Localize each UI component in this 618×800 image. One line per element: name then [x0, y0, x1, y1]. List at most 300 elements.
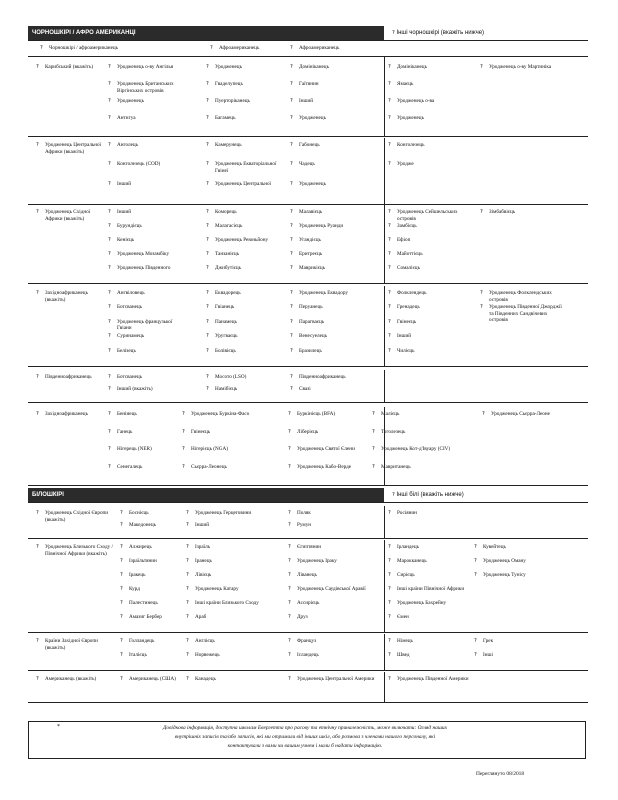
option-label: Француз	[297, 638, 317, 644]
divider	[28, 204, 588, 205]
checkbox[interactable]: ?	[480, 304, 483, 311]
option-label: Уродженець Реюньйону	[215, 237, 269, 243]
checkbox[interactable]: ?	[388, 81, 391, 87]
option-label: Інші	[483, 652, 493, 658]
option-label: Голландець	[129, 638, 155, 644]
option-label: Уродженець Оману	[483, 558, 526, 564]
checkbox[interactable]: ?	[120, 614, 123, 620]
option-label: Уродженець	[215, 64, 242, 70]
checkbox[interactable]: ?	[108, 428, 111, 435]
section-header-black: ЧОРНОШКІРІ / АФРО АМЕРИКАНЦІ	[28, 26, 384, 40]
checkbox[interactable]: ?	[290, 98, 293, 104]
checkbox[interactable]: ?	[108, 304, 111, 311]
option-label: Уродженець Східної Африки (вкажіть)	[45, 209, 91, 222]
checkbox[interactable]: ?	[206, 347, 209, 354]
option-label: Ефіоп	[397, 237, 411, 243]
checkbox[interactable]: ?	[120, 558, 123, 564]
divider	[384, 138, 385, 204]
checkbox[interactable]: ?	[120, 510, 123, 516]
checkbox[interactable]: ?	[290, 237, 293, 243]
option-label: Інший	[397, 333, 412, 340]
checkbox[interactable]: ?	[288, 600, 291, 606]
footnote-star: *	[57, 724, 60, 730]
checkbox[interactable]: ?	[288, 652, 291, 658]
checkbox[interactable]: ?	[108, 318, 111, 325]
option-label: Ліберієць	[297, 428, 319, 435]
checkbox[interactable]: ?	[108, 237, 111, 243]
checkbox[interactable]: ?	[290, 223, 293, 229]
option-label: Конголезець (COD)	[117, 161, 161, 168]
checkbox[interactable]: ?	[186, 558, 189, 564]
option-label: Ганець	[117, 428, 133, 435]
divider	[384, 56, 385, 60]
divider	[28, 485, 588, 486]
option-label: Афроамериканець	[299, 45, 340, 51]
option-label: Уродженець Руанди	[299, 223, 344, 229]
checkbox[interactable]: ?	[108, 347, 111, 354]
option-label: Панамець	[215, 318, 237, 325]
option-label: Домініканець	[299, 64, 329, 70]
checkbox[interactable]: ?	[290, 180, 293, 187]
checkbox[interactable]: ?	[120, 522, 123, 528]
option-label: Американець (США)	[129, 676, 176, 682]
checkbox[interactable]: ?	[36, 64, 39, 70]
divider	[28, 40, 588, 41]
divider	[384, 672, 385, 702]
checkbox[interactable]: ?	[206, 81, 209, 87]
checkbox[interactable]: ?	[120, 586, 123, 592]
divider	[28, 283, 588, 284]
option-label: Уродженець Південного	[117, 265, 171, 271]
option-label: Уродженець Екваторіальної Гвінеї	[215, 161, 277, 174]
checkbox[interactable]: ?	[480, 209, 483, 215]
checkbox[interactable]: ?	[290, 290, 293, 296]
checkbox[interactable]: ?	[288, 614, 291, 620]
checkbox[interactable]: ?	[388, 290, 391, 296]
option-label: Марокканець	[397, 558, 427, 564]
option-label: Уродженець	[117, 98, 144, 104]
checkbox[interactable]: ?	[388, 510, 391, 516]
checkbox[interactable]: ?	[120, 638, 123, 644]
checkbox[interactable]: ?	[108, 209, 111, 215]
option-label: Росіянин	[397, 510, 417, 516]
option-label: Південноафриканець	[299, 374, 346, 380]
checkbox[interactable]: ?	[206, 251, 209, 257]
checkbox[interactable]: ?	[290, 386, 293, 392]
option-label: Уродженець Іраку	[297, 558, 337, 564]
checkbox[interactable]: ?	[290, 374, 293, 380]
option-label: Уродженець Герцеговини	[195, 510, 252, 516]
checkbox[interactable]: ?	[388, 572, 391, 578]
section-header-white: БІЛОШКІРІ	[28, 488, 384, 502]
checkbox[interactable]: ?	[290, 161, 293, 168]
option-label: Габонець	[299, 142, 320, 148]
checkbox[interactable]: ?	[186, 572, 189, 578]
option-label: Мавританець	[381, 463, 411, 470]
option-label: Друз	[297, 614, 308, 620]
checkbox[interactable]: ?	[36, 638, 39, 644]
checkbox[interactable]: ?	[290, 45, 293, 51]
section-header-black-other	[388, 26, 588, 40]
option-label: Амазиг Бербер	[129, 614, 162, 620]
checkbox[interactable]: ?	[186, 600, 189, 606]
checkbox[interactable]: ?	[290, 333, 293, 340]
option-label: Ємен	[397, 614, 409, 620]
checkbox[interactable]: ?	[36, 142, 39, 148]
checkbox[interactable]: ?	[186, 652, 189, 658]
option-label: Кувейтець	[483, 544, 506, 550]
option-label: Зімбабвієць	[489, 209, 516, 215]
option-label: Палестинець	[129, 600, 158, 606]
option-label: Уродженець Тунісу	[483, 572, 526, 578]
checkbox[interactable]: ?	[388, 304, 391, 311]
checkbox[interactable]: ?	[388, 586, 391, 592]
checkbox[interactable]: ?	[474, 558, 477, 564]
checkbox[interactable]: ?	[388, 237, 391, 243]
option-label: Ізраїль	[195, 544, 211, 550]
checkbox[interactable]: ?	[108, 115, 111, 121]
checkbox[interactable]: ?	[388, 347, 391, 354]
checkbox[interactable]: ?	[206, 333, 209, 340]
option-label: Еквадорець	[215, 290, 241, 296]
option-label: Ямаєць	[397, 81, 414, 87]
checkbox[interactable]: ?	[474, 638, 477, 644]
checkbox[interactable]: ?	[288, 510, 291, 516]
checkbox[interactable]: ?	[206, 64, 209, 70]
checkbox[interactable]: ?	[186, 614, 189, 620]
checkbox[interactable]: ?	[372, 463, 375, 470]
checkbox[interactable]: ?	[108, 386, 111, 392]
divider	[28, 402, 588, 403]
checkbox[interactable]: ?	[36, 411, 39, 417]
checkbox[interactable]: ?	[108, 81, 111, 87]
option-label: Анголець	[117, 142, 139, 148]
checkbox[interactable]: ?	[372, 428, 375, 435]
option-label: Уродженець Фолклендських островів	[489, 290, 552, 303]
option-label: Американець (вкажіть)	[45, 676, 97, 682]
checkbox[interactable]: ?	[482, 411, 485, 417]
option-label: Уродженець	[299, 180, 326, 187]
checkbox[interactable]: ?	[120, 676, 123, 682]
option-label: Сьєрра-Леонець	[191, 463, 227, 470]
option-label: Уродженець Південної Джорджії та Південних Сандвічевих островів	[489, 304, 562, 324]
option-label: Чилієць	[397, 347, 415, 354]
checkbox[interactable]: ?	[182, 446, 185, 452]
option-label: Ассирієць	[297, 600, 320, 606]
checkbox[interactable]: ?	[36, 209, 39, 215]
divider	[384, 60, 385, 136]
checkbox[interactable]: ?	[36, 290, 39, 296]
option-label: Гренадець	[397, 304, 420, 311]
checkbox[interactable]: ?	[186, 638, 189, 644]
option-label: Гвінеєць	[191, 428, 211, 435]
checkbox[interactable]: ?	[388, 64, 391, 70]
checkbox[interactable]: ?	[108, 180, 111, 187]
option-label: Ісландець	[297, 652, 319, 658]
checkbox[interactable]: ?	[388, 209, 391, 215]
checkbox[interactable]: ?	[108, 142, 111, 148]
option-label: Бразилець	[299, 347, 322, 354]
checkbox[interactable]: ?	[108, 446, 111, 452]
checkbox[interactable]: ?	[474, 544, 477, 550]
checkbox[interactable]: ?	[186, 510, 189, 516]
checkbox[interactable]: ?	[206, 115, 209, 121]
checkbox[interactable]: ?	[288, 638, 291, 644]
checkbox[interactable]: ?	[108, 251, 111, 257]
option-label: Норвежець	[195, 652, 220, 658]
option-label: Західноафриканець (вкажіть)	[45, 290, 88, 303]
label-black-other: Інші чорношкірі (вкажіть нижче)	[396, 30, 485, 36]
checkbox[interactable]: ?	[206, 374, 209, 380]
checkbox[interactable]: ?	[206, 223, 209, 229]
option-label: Уродженець Південної Америки	[397, 676, 469, 682]
checkbox[interactable]: ?	[108, 223, 111, 229]
divider	[384, 540, 385, 632]
option-label: Інші країни Північної Африки	[397, 586, 465, 592]
divider	[384, 205, 385, 283]
option-label: Пуерторіканець	[215, 98, 250, 104]
divider	[384, 286, 385, 366]
option-label: Гваделупець	[215, 81, 243, 87]
checkbox[interactable]: ?	[290, 81, 293, 87]
checkbox[interactable]: ?	[388, 318, 391, 325]
option-label: Інший	[117, 209, 132, 215]
label-white-other: Інші білі (вкажіть нижче)	[396, 492, 464, 498]
checkbox[interactable]: ?	[388, 544, 391, 550]
option-label: Камерунець	[215, 142, 242, 148]
option-label: Гвінеєць	[397, 318, 417, 325]
option-label: Уродженець о-ва	[397, 98, 435, 104]
checkbox[interactable]: ?	[372, 411, 375, 417]
checkbox[interactable]: ?	[206, 290, 209, 296]
checkbox[interactable]: ?	[388, 251, 391, 257]
checkbox[interactable]: ?	[288, 544, 291, 550]
divider	[28, 56, 588, 57]
option-label: Сенегалець	[117, 463, 143, 470]
checkbox[interactable]: ?	[288, 446, 291, 452]
checkbox[interactable]: ?	[206, 304, 209, 311]
option-label: Антигуа	[117, 115, 136, 121]
checkbox[interactable]: ?	[108, 463, 111, 470]
option-label: Уродженець Британських Віргінських островів	[117, 81, 174, 94]
option-label: Швед	[397, 652, 410, 658]
checkbox[interactable]: ?	[108, 161, 111, 168]
checkbox-white-other[interactable]: ?	[392, 492, 395, 498]
checkbox[interactable]: ?	[474, 572, 477, 578]
checkbox[interactable]: ?	[206, 209, 209, 215]
option-label: Ліванець	[297, 572, 317, 578]
checkbox[interactable]: ?	[206, 180, 209, 187]
option-label: Поляк	[297, 510, 311, 516]
option-label: Уродженець Центральної Африки (вкажіть)	[45, 142, 102, 155]
option-label: Уродженець Сейшельських островів	[397, 209, 458, 222]
option-label: Уродженець Катару	[195, 586, 239, 592]
option-label: Алжирець	[129, 544, 152, 550]
checkbox[interactable]: ?	[290, 251, 293, 257]
option-label: Ботсванець	[117, 374, 143, 380]
checkbox[interactable]: ?	[388, 638, 391, 644]
option-label: Ботсванець	[117, 304, 143, 311]
option-label: Уродженець Центральної Америки	[297, 676, 375, 682]
checkbox[interactable]: ?	[288, 463, 291, 470]
option-label: Інший	[117, 180, 132, 187]
checkbox[interactable]: ?	[480, 290, 483, 296]
checkbox[interactable]: ?	[206, 265, 209, 271]
option-label: Іранець	[195, 558, 212, 564]
checkbox[interactable]: ?	[120, 652, 123, 658]
divider	[384, 634, 385, 670]
checkbox[interactable]: ?	[182, 411, 185, 417]
checkbox[interactable]: ?	[210, 45, 213, 51]
option-label: Уругваєць	[215, 333, 238, 340]
checkbox[interactable]: ?	[108, 64, 111, 70]
checkbox[interactable]: ?	[186, 544, 189, 550]
checkbox[interactable]: ?	[288, 411, 291, 417]
checkbox[interactable]: ?	[120, 544, 123, 550]
checkbox[interactable]: ?	[206, 318, 209, 325]
divider	[384, 506, 385, 538]
option-label: Конголезець	[397, 142, 425, 148]
checkbox[interactable]: ?	[288, 428, 291, 435]
checkbox[interactable]: ?	[182, 428, 185, 435]
option-label: Уродженець Сьєрра-Леоне	[491, 411, 550, 417]
checkbox[interactable]: ?	[182, 463, 185, 470]
checkbox[interactable]: ?	[290, 304, 293, 311]
checkbox[interactable]: ?	[206, 237, 209, 243]
checkbox-black-other[interactable]: ?	[392, 30, 395, 36]
option-label: Карибський (вкажіть)	[45, 64, 94, 70]
checkbox[interactable]: ?	[388, 558, 391, 564]
checkbox[interactable]: ?	[288, 522, 291, 528]
option-label: Уродженець французької Гвіани	[117, 318, 173, 332]
option-label: Намібієць	[215, 386, 238, 392]
checkbox[interactable]: ?	[290, 265, 293, 271]
checkbox[interactable]: ?	[288, 586, 291, 592]
checkbox[interactable]: ?	[388, 98, 391, 104]
option-label: Південноафриканець	[45, 374, 92, 380]
checkbox[interactable]: ?	[36, 374, 39, 380]
checkbox[interactable]: ?	[388, 115, 391, 121]
checkbox[interactable]: ?	[288, 676, 291, 682]
checkbox[interactable]: ?	[388, 223, 391, 229]
option-label: Країни Західної Європи (вкажіть)	[45, 638, 98, 651]
checkbox[interactable]: ?	[290, 209, 293, 215]
checkbox[interactable]: ?	[290, 64, 293, 70]
option-label: Уродженець	[299, 115, 326, 121]
checkbox[interactable]: ?	[36, 676, 39, 682]
checkbox[interactable]: ?	[120, 572, 123, 578]
option-label: Уродженець Буркіна-Фасо	[191, 411, 250, 417]
checkbox[interactable]: ?	[372, 446, 375, 452]
checkbox[interactable]: ?	[288, 558, 291, 564]
option-label: Гаїтянин	[299, 81, 319, 87]
divider	[384, 370, 385, 402]
option-label: Інший	[195, 522, 210, 528]
checkbox[interactable]: ?	[108, 290, 111, 296]
checkbox[interactable]: ?	[290, 347, 293, 354]
option-label: Чадець	[299, 161, 315, 168]
checkbox[interactable]: ?	[120, 600, 123, 606]
option-label: Багамець	[215, 115, 236, 121]
option-label: Танзанієць	[215, 251, 240, 257]
divider	[28, 670, 588, 671]
option-label: Коморець	[215, 209, 237, 215]
divider	[28, 136, 588, 137]
option-label: Араб	[195, 614, 207, 620]
checkbox[interactable]: ?	[40, 45, 43, 51]
checkbox[interactable]: ?	[290, 115, 293, 121]
checkbox[interactable]: ?	[474, 652, 477, 658]
option-label: Сирієць	[397, 572, 415, 578]
option-label: Венесуелець	[299, 333, 328, 340]
option-label: Угандієць	[299, 237, 321, 243]
checkbox[interactable]: ?	[108, 333, 111, 340]
checkbox[interactable]: ?	[108, 411, 111, 417]
option-label: Уродженець Мозамбіку	[117, 251, 170, 257]
option-label: Фолклендець	[397, 290, 427, 296]
checkbox[interactable]: ?	[388, 142, 391, 148]
checkbox[interactable]: ?	[108, 374, 111, 380]
option-label: Белізець	[117, 347, 136, 354]
option-label: Лівієць	[195, 572, 212, 578]
divider	[28, 702, 588, 703]
checkbox[interactable]: ?	[388, 676, 391, 682]
checkbox[interactable]: ?	[206, 161, 209, 168]
option-label: Нігерієць (NGA)	[191, 446, 228, 452]
divider	[28, 366, 588, 367]
option-label: Парагваєць	[299, 318, 325, 325]
checkbox[interactable]: ?	[480, 64, 483, 70]
checkbox[interactable]: ?	[186, 586, 189, 592]
checkbox[interactable]: ?	[290, 142, 293, 148]
checkbox[interactable]: ?	[388, 265, 391, 271]
checkbox[interactable]: ?	[206, 386, 209, 392]
footnote-text: Довідкова інформація, доступна школам Евергетта про расову та етнічну приналежність, може включати: Огляд наших внутрішніх записів та/або записів, які ми отримали від інших шкіл, або розмова з членами нашого персоналу, які контактували з вами чи вашим учнем і мали б надати інформацію.	[162, 725, 448, 749]
checkbox[interactable]: ?	[206, 98, 209, 104]
option-label: Уродженець Кот-д'Івуару (CIV)	[381, 446, 451, 452]
option-label: Інші країни Близького Сходу	[195, 600, 259, 606]
option-label: Німець	[397, 638, 413, 644]
option-label: Інший	[299, 98, 314, 104]
checkbox[interactable]: ?	[36, 544, 39, 550]
checkbox[interactable]: ?	[388, 333, 391, 340]
option-label: Єгиптянин	[297, 544, 322, 550]
option-label: Уродже	[397, 161, 414, 168]
checkbox[interactable]: ?	[388, 600, 391, 606]
checkbox[interactable]: ?	[206, 142, 209, 148]
option-label: Уродженець Саудівської Аравії	[297, 586, 366, 592]
checkbox[interactable]: ?	[388, 614, 391, 620]
option-label: Англієць	[195, 638, 215, 644]
option-label: Ізраїльтянин	[129, 558, 157, 564]
checkbox[interactable]: ?	[288, 572, 291, 578]
checkbox[interactable]: ?	[108, 265, 111, 271]
checkbox[interactable]: ?	[108, 98, 111, 104]
checkbox[interactable]: ?	[388, 161, 391, 168]
checkbox[interactable]: ?	[290, 318, 293, 325]
option-label: Уродженець Східної Європи (вкажіть)	[45, 510, 109, 523]
checkbox[interactable]: ?	[36, 510, 39, 516]
divider	[28, 632, 588, 633]
option-label: Румун	[297, 522, 312, 528]
checkbox[interactable]: ?	[388, 652, 391, 658]
checkbox[interactable]: ?	[186, 676, 189, 682]
option-label: Уродженець Центральної	[215, 180, 272, 187]
option-label: Ангвіловець	[117, 290, 145, 296]
checkbox[interactable]: ?	[186, 522, 189, 528]
option-label: Уродженець Святої Єлени	[297, 446, 355, 452]
option-label: Болівієць	[215, 347, 236, 354]
